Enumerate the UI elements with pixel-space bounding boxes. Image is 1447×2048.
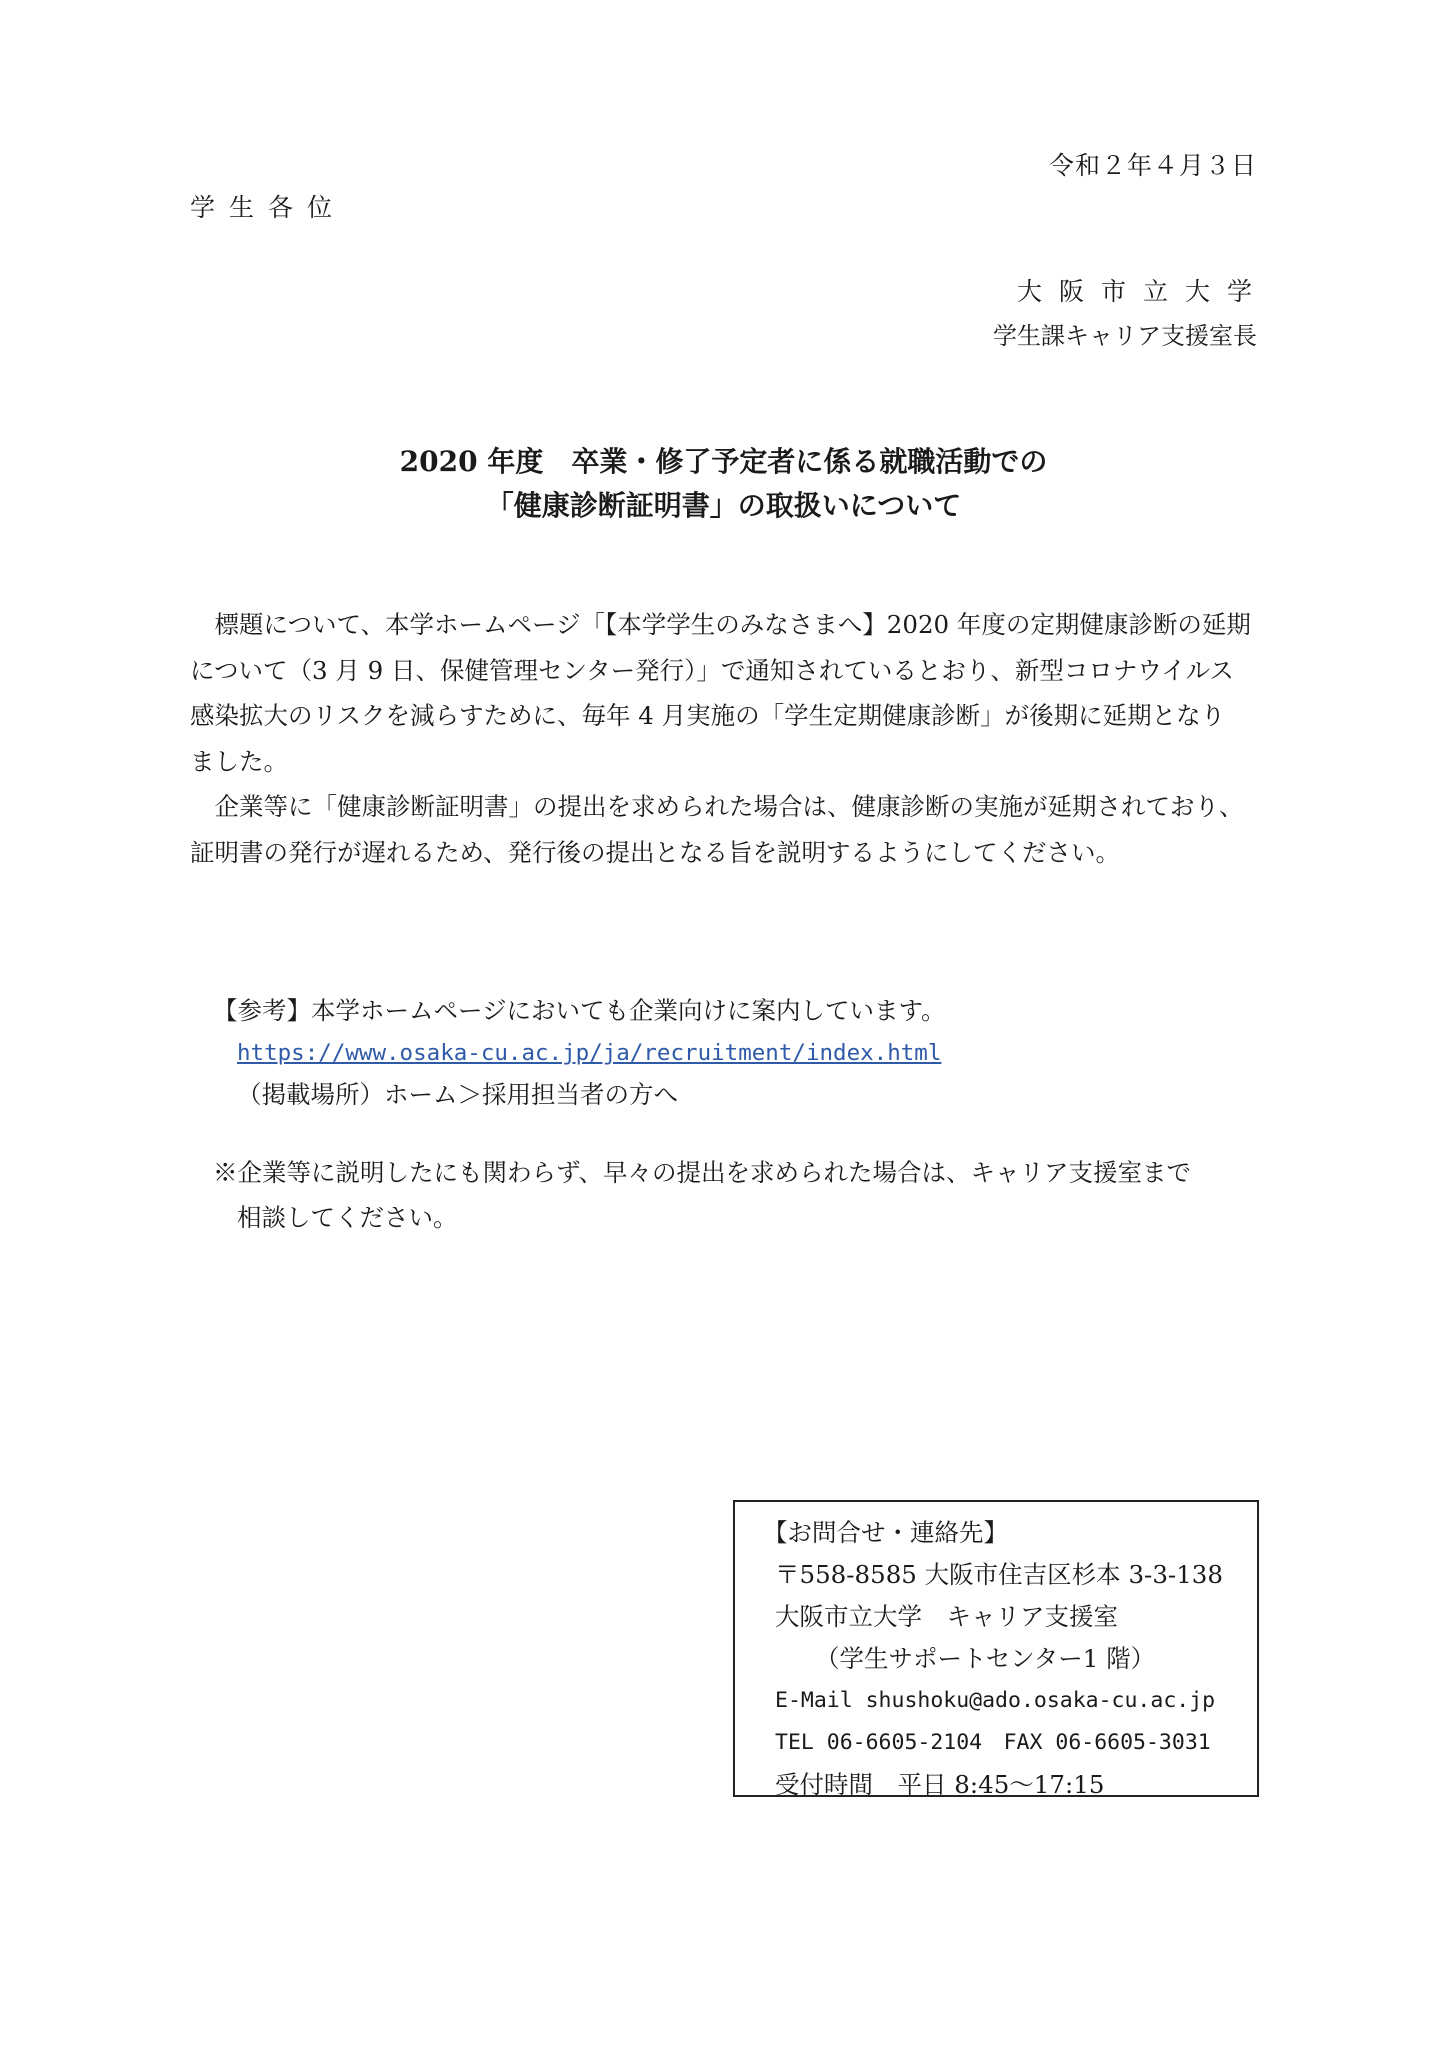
addressee: 学生各位 [190,193,347,222]
contact-floor: （学生サポートセンター1 階） [815,1644,1156,1673]
contact-box [733,1500,1259,1797]
note-line-1: ※企業等に説明したにも関わらず、早々の提出を求められた場合は、キャリア支援室まで [213,1158,1192,1187]
title-line-2: 「健康診断証明書」の取扱いについて [485,489,962,522]
reference-heading: 【参考】本学ホームページにおいても企業向けに案内しています。 [213,996,946,1025]
contact-phone: TEL 06-6605-2104 FAX 06-6605-3031 [775,1730,1211,1755]
sender-department: 学生課キャリア支援室長 [993,322,1257,350]
contact-heading: 【お問合せ・連絡先】 [763,1518,1008,1547]
body-line: 感染拡大のリスクを減らすために、毎年 4 月実施の「学生定期健康診断」が後期に延期となり [190,701,1226,730]
body-line: 証明書の発行が遅れるため、発行後の提出となる旨を説明するようにしてください。 [190,837,1121,867]
recruitment-page-link[interactable]: https://www.osaka-cu.ac.jp/ja/recruitment/index.html [237,1040,942,1066]
body-line: ました。 [190,746,288,776]
body-line: 標題について、本学ホームページ「【本学学生のみなさまへ】2020 年度の定期健康診断の延期 [190,610,1251,639]
contact-email: E-Mail shushoku@ado.osaka-cu.ac.jp [775,1688,1216,1713]
document-title [0,440,1447,528]
reference-section [213,990,946,1116]
title-line-1: 2020 年度 卒業・修了予定者に係る就職活動での [399,445,1048,478]
body-line: について（3 月 9 日、保健管理センター発行）」で通知されているとおり、新型コロナウイルス [190,655,1234,685]
sender-organization: 大阪市立大学 [1016,277,1269,306]
contact-office: 大阪市立大学 キャリア支援室 [775,1602,1118,1631]
document-date: 令和２年４月３日 [1048,151,1257,180]
contact-address: 〒558-8585 大阪市住吉区杉本 3-3-138 [775,1560,1223,1589]
body-text [190,602,1270,875]
contact-hours: 受付時間 平日 8:45～17:15 [775,1770,1105,1799]
note-section [213,1150,1191,1240]
reference-location: （掲載場所）ホーム＞採用担当者の方へ [237,1080,678,1109]
body-line: 企業等に「健康診断証明書」の提出を求められた場合は、健康診断の実施が延期されており、 [190,792,1244,821]
note-line-2: 相談してください。 [237,1203,458,1232]
